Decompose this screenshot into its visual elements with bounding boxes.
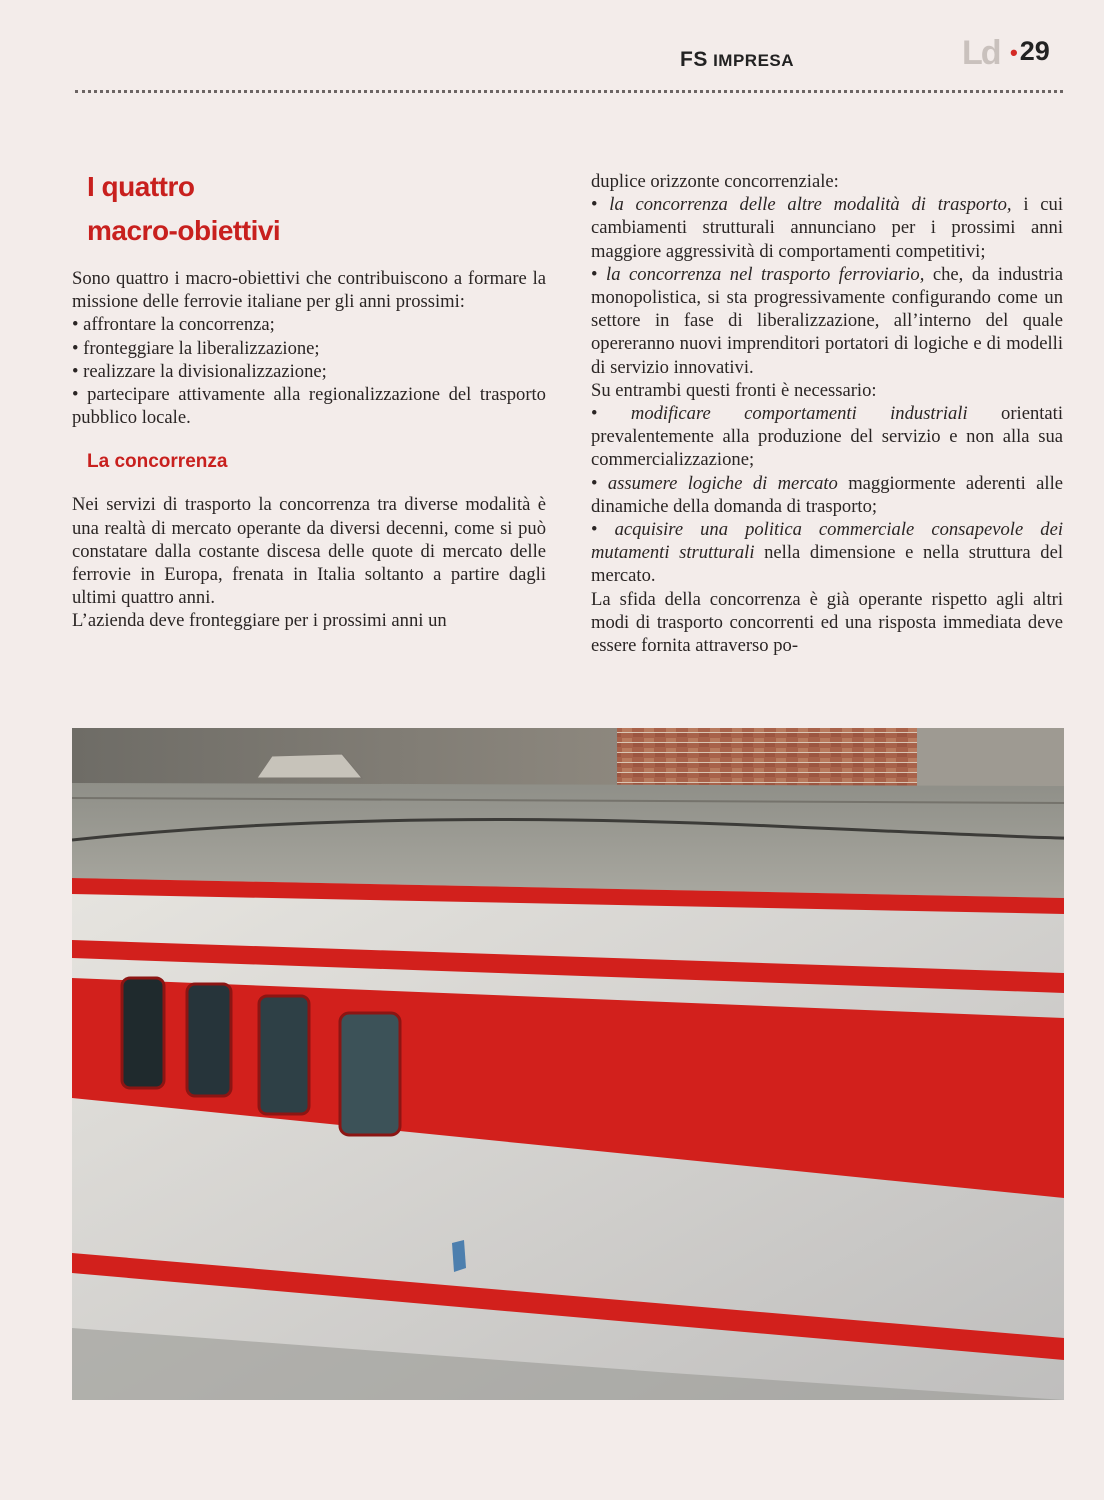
bullet-item: • partecipare attivamente alla regionalizzazione del trasporto pubblico locale. bbox=[72, 383, 546, 429]
section-subtitle: La concorrenza bbox=[87, 451, 228, 473]
section-prefix: FS bbox=[680, 48, 708, 71]
fs-logo-mark bbox=[452, 1240, 466, 1272]
section-tag bbox=[680, 48, 794, 72]
body-paragraph: Su entrambi questi fronti è necessario: bbox=[591, 379, 877, 401]
magazine-logo: Ld bbox=[962, 34, 1000, 72]
bullet-item: • realizzare la divisionalizzazione; bbox=[72, 360, 546, 383]
left-column bbox=[72, 165, 546, 633]
body-paragraph: La sfida della concorrenza è già operante rispetto agli altri modi di trasporto concorrenti ed una risposta immediata deve essere fornita attraverso po- bbox=[591, 588, 1063, 657]
bullet-item: • affrontare la concorrenza; bbox=[72, 313, 546, 336]
header-divider bbox=[75, 90, 1063, 93]
bullet-item: • assumere logiche di mercato maggiormente aderenti alle dinamiche della domanda di trasporto; bbox=[591, 472, 1063, 518]
intro-paragraph: Sono quattro i macro-obiettivi che contribuiscono a formare la missione delle ferrovie italiane per gli anni prossimi: bbox=[72, 268, 546, 313]
bullet-item: • acquisire una politica commerciale consapevole dei mutamenti strutturali nella dimensione e nella struttura del mercato. bbox=[591, 518, 1063, 588]
brick-wall bbox=[617, 728, 917, 788]
page-header bbox=[0, 0, 1104, 90]
train-illustration bbox=[72, 728, 1064, 1400]
body-paragraph: Nei servizi di trasporto la concorrenza tra diverse modalità è una realtà di mercato operante da diversi decenni, come si può constatare dalla costante discesa delle quote di mercato delle ferrovie in Europa, frenata in Italia soltanto a partire dagli ultimi quattro anni. bbox=[72, 494, 546, 609]
body-paragraph: L’azienda deve fronteggiare per i prossimi anni un bbox=[72, 610, 447, 632]
bullet-item: • la concorrenza delle altre modalità di trasporto, i cui cambiamenti strutturali annunciano per i prossimi anni maggiore aggressività di comportamenti competitivi; bbox=[591, 193, 1063, 263]
body-paragraph: duplice orizzonte concorrenziale: bbox=[591, 171, 839, 192]
page-number: •29 bbox=[1010, 36, 1050, 66]
right-column bbox=[591, 170, 1063, 657]
page-number-value: 29 bbox=[1019, 36, 1050, 66]
bullet-item: • la concorrenza nel trasporto ferroviario, che, da industria monopolistica, si sta progressivamente configurando come un settore in fase di liberalizzazione, all’interno del quale opereranno nuovi imprenditori portatori di logiche e di modelli di servizio innovativi. bbox=[591, 263, 1063, 379]
train-photo bbox=[72, 728, 1064, 1400]
bullet-item: • fronteggiare la liberalizzazione; bbox=[72, 337, 546, 360]
bullet-item: • modificare comportamenti industriali orientati prevalentemente alla produzione del servizio e non alla sua commercializzazione; bbox=[591, 402, 1063, 472]
article-title: I quattro macro-obiettivi bbox=[87, 171, 281, 246]
section-name: IMPRESA bbox=[707, 51, 795, 70]
